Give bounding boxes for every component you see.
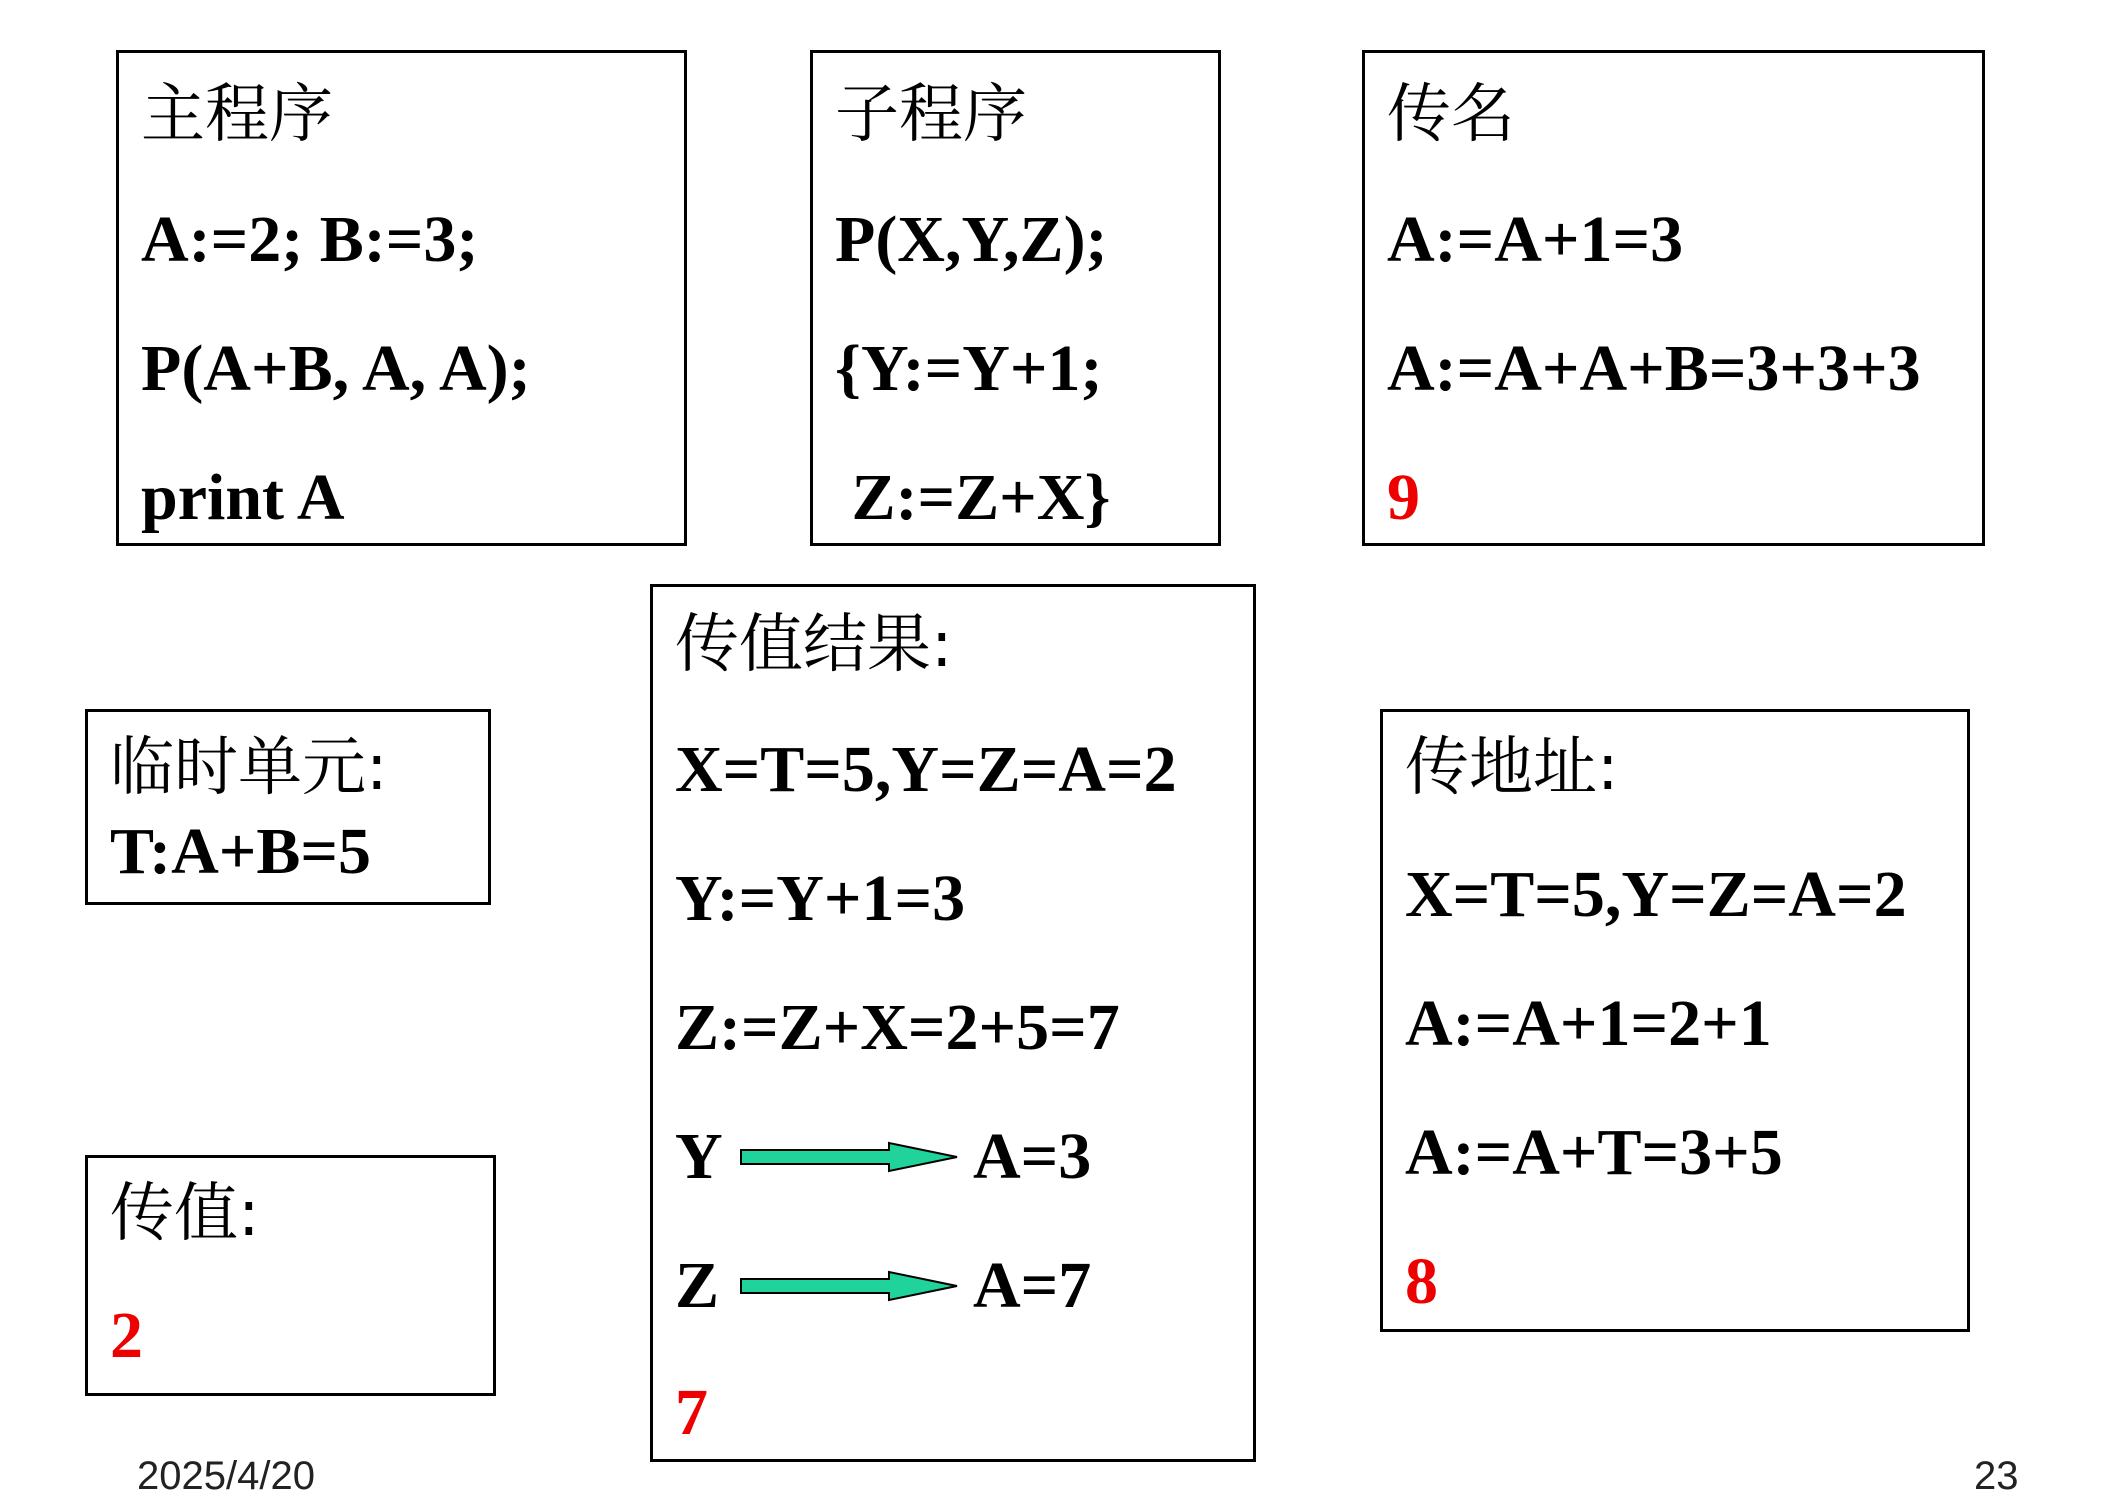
call-by-value-result-result: 7 (675, 1376, 708, 1449)
mapping-z-to: A=7 (973, 1249, 1092, 1322)
main-program-line-3: print A (141, 461, 345, 534)
call-by-value-result-line-3: Z:=Z+X=2+5=7 (675, 991, 1120, 1064)
footer-date: 2025/4/20 (137, 1454, 315, 1498)
call-by-value-title: 传值: (110, 1177, 260, 1251)
call-by-value-result-box (650, 584, 1256, 1462)
call-by-reference-box (1380, 709, 1970, 1332)
arrow-right-icon (739, 1140, 959, 1174)
call-by-value-result: 2 (110, 1299, 143, 1372)
temp-unit-box (85, 709, 491, 905)
footer-page-number: 23 (1974, 1454, 2019, 1498)
temp-unit-line: T:A+B=5 (110, 815, 372, 888)
call-by-name-line-2: A:=A+A+B=3+3+3 (1387, 332, 1921, 405)
call-by-reference-title: 传地址: (1405, 731, 1619, 805)
call-by-reference-line-3: A:=A+T=3+5 (1405, 1116, 1783, 1189)
mapping-y-to: A=3 (973, 1120, 1092, 1193)
call-by-value-result-line-1: X=T=5,Y=Z=A=2 (675, 733, 1177, 806)
call-by-name-line-1: A:=A+1=3 (1387, 203, 1684, 276)
sub-program-line-3: Z:=Z+X} (835, 461, 1111, 534)
call-by-reference-line-1: X=T=5,Y=Z=A=2 (1405, 858, 1907, 931)
main-program-line-1: A:=2; B:=3; (141, 203, 479, 276)
call-by-name-result: 9 (1387, 461, 1420, 534)
call-by-reference-line-2: A:=A+1=2+1 (1405, 987, 1772, 1060)
sub-program-title: 子程序 (835, 78, 1027, 152)
main-program-line-2: P(A+B, A, A); (141, 332, 531, 405)
sub-program-box (810, 50, 1221, 546)
call-by-value-box (85, 1155, 496, 1396)
sub-program-line-2: {Y:=Y+1; (835, 332, 1103, 405)
call-by-value-result-line-2: Y:=Y+1=3 (675, 862, 966, 935)
mapping-z-from: Z (675, 1249, 720, 1322)
call-by-value-result-title: 传值结果: (675, 608, 953, 682)
call-by-name-title: 传名 (1387, 78, 1515, 152)
call-by-reference-result: 8 (1405, 1245, 1438, 1318)
call-by-name-box (1362, 50, 1985, 546)
main-program-box (116, 50, 687, 546)
mapping-y-from: Y (675, 1120, 723, 1193)
sub-program-line-1: P(X,Y,Z); (835, 203, 1108, 276)
temp-unit-title: 临时单元: (110, 731, 388, 805)
arrow-right-icon (739, 1269, 959, 1303)
main-program-title: 主程序 (141, 78, 333, 152)
